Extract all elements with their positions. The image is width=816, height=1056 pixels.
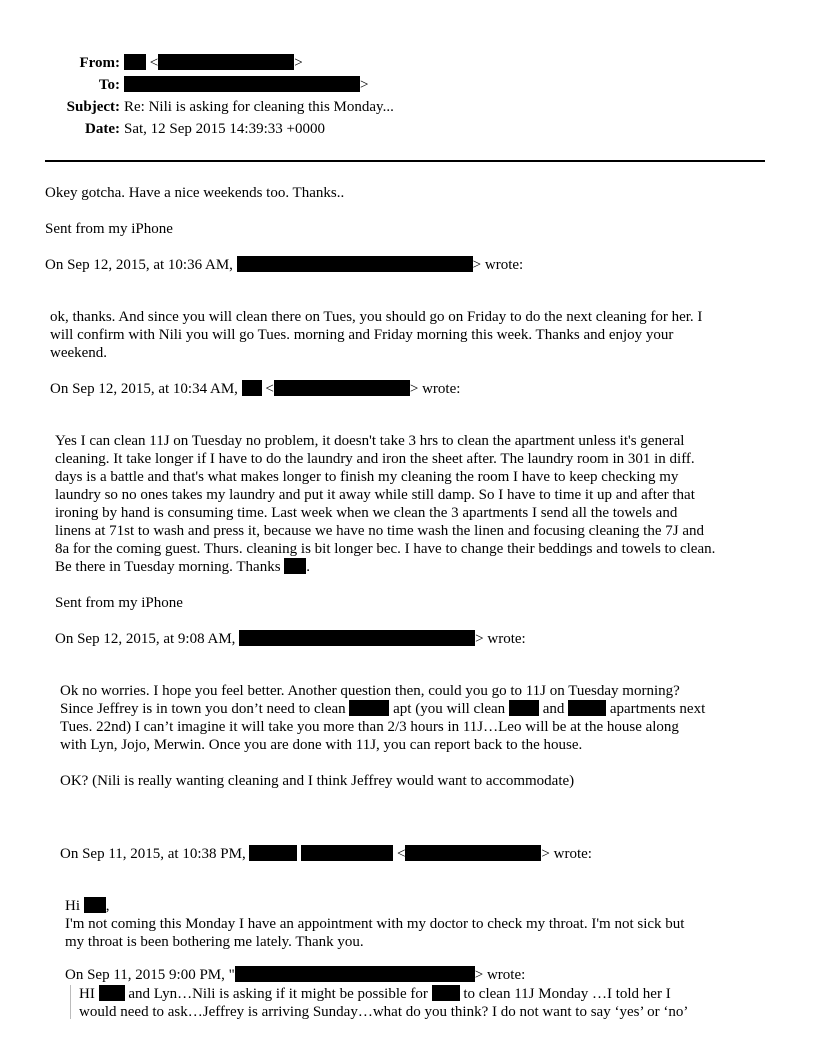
redaction (124, 76, 360, 92)
msg3-line: Yes I can clean 11J on Tuesday no problem, it doesn't take 3 hrs to clean the apartment unless it's general (55, 433, 685, 449)
msg3-line: ironing by hand is consuming time. Last week when we clean the 3 apartments I send all the towels and (55, 505, 678, 521)
redaction (158, 54, 294, 70)
msg4-text: and (542, 701, 565, 717)
redaction (301, 845, 393, 861)
msg3-signature: Sent from my iPhone (55, 595, 183, 611)
redaction (349, 700, 389, 716)
redaction (274, 380, 410, 396)
angle-open: < (149, 55, 159, 71)
msg5-text: , (105, 898, 110, 914)
msg6-text: HI (79, 986, 95, 1002)
redaction (249, 845, 297, 861)
msg3-line: laundry so no ones takes my laundry and put it away while still damp. So I have to time it up and after that (55, 487, 695, 503)
redaction (84, 897, 106, 913)
attr-text: On Sep 12, 2015, at 10:36 AM, (45, 257, 233, 273)
msg3-line: days is a battle and that's what makes longer to finish my cleaning the room I have to keep checking my (55, 469, 679, 485)
angle-close: > (294, 55, 303, 71)
msg3-text: Be there in Tuesday morning. Thanks (55, 559, 281, 575)
msg2-line: weekend. (50, 345, 108, 361)
redaction (239, 630, 475, 646)
from-label: From: (79, 55, 120, 71)
attr-text: > wrote: (475, 631, 526, 647)
msg6-line: would need to ask…Jeffrey is arriving Sunday…what do you think? I do not want to say ‘yes’ or ‘no’ (79, 1004, 689, 1020)
date-label: Date: (85, 121, 120, 137)
redaction (568, 700, 606, 716)
to-value (124, 76, 368, 94)
to-label: To: (98, 77, 120, 93)
msg4-line: Ok no worries. I hope you feel better. Another question then, could you go to 11J on Tuesday morning? (60, 683, 680, 699)
msg6-text: and Lyn…Nili is asking if it might be possible for (128, 986, 428, 1002)
msg6-line (79, 985, 671, 1003)
attr-text: > wrote: (541, 846, 592, 862)
attr-text: On Sep 11, 2015 9:00 PM, " (65, 967, 235, 983)
redaction (235, 966, 475, 982)
redaction (242, 380, 262, 396)
msg4-text: apt (you will clean (393, 701, 506, 717)
msg5-line: I'm not coming this Monday I have an appointment with my doctor to check my throat. I'm not sick but (65, 916, 685, 932)
msg4-line: Tues. 22nd) I can’t imagine it will take you more than 2/3 hours in 11J…Leo will be at the house along (60, 719, 679, 735)
msg3-line: 8a for the coming guest. Thurs. cleaning is bit longer bec. I have to change their beddings and towels to clean. (55, 541, 716, 557)
date-value: Sat, 12 Sep 2015 14:39:33 +0000 (124, 121, 325, 137)
msg1-signature: Sent from my iPhone (45, 221, 173, 237)
subject-value: Re: Nili is asking for cleaning this Monday... (124, 99, 394, 115)
msg5-line: my throat is been bothering me lately. Thank you. (65, 934, 364, 950)
redaction (99, 985, 125, 1001)
from-value (124, 54, 303, 72)
msg4-text: Since Jeffrey is in town you don’t need to clean (60, 701, 346, 717)
redaction (237, 256, 473, 272)
attr-text: > wrote: (474, 967, 526, 983)
redaction (432, 985, 460, 1001)
quote-bar (70, 985, 71, 1019)
msg3-line: linens at 71st to wash and press it, because we have no time wash the linen and focusing cleaning the 7J and (55, 523, 704, 539)
msg2-line: will confirm with Nili you will go Tues. morning and Friday morning this week. Thanks and enjoy your (50, 327, 674, 343)
msg4-text: apartments next (609, 701, 706, 717)
attr-text: < (265, 381, 274, 397)
msg3-text: . (306, 559, 311, 575)
msg5-attribution (65, 966, 525, 984)
msg3-last-line (55, 558, 310, 576)
msg3-line: cleaning. It take longer if I have to do the laundry and iron the sheet after. The laundry room in 301 in diff. (55, 451, 695, 467)
msg4-line: with Lyn, Jojo, Merwin. Once you are done with 11J, you can report back to the house. (60, 737, 583, 753)
header-divider (45, 160, 765, 162)
redaction (509, 700, 539, 716)
attr-text: On Sep 11, 2015, at 10:38 PM, (60, 846, 246, 862)
angle-close: > (360, 77, 369, 93)
subject-label: Subject: (66, 99, 120, 115)
attr-text: On Sep 12, 2015, at 9:08 AM, (55, 631, 236, 647)
msg5-text: Hi (65, 898, 80, 914)
redaction (124, 54, 146, 70)
msg4-line: OK? (Nili is really wanting cleaning and I think Jeffrey would want to accommodate) (60, 773, 575, 789)
msg3-attribution (55, 630, 526, 648)
msg6-text: to clean 11J Monday …I told her I (463, 986, 671, 1002)
attr-text: < (396, 846, 406, 862)
redaction (284, 558, 306, 574)
msg4-line (60, 700, 705, 718)
msg1-attribution (45, 256, 523, 274)
msg1-text: Okey gotcha. Have a nice weekends too. Thanks.. (45, 185, 345, 201)
redaction (405, 845, 541, 861)
msg4-attribution (60, 845, 592, 863)
attr-text: > wrote: (409, 381, 461, 397)
msg5-greeting (65, 897, 110, 915)
msg2-attribution (50, 380, 460, 398)
attr-text: > wrote: (472, 257, 524, 273)
attr-text: On Sep 12, 2015, at 10:34 AM, (50, 381, 238, 397)
msg2-line: ok, thanks. And since you will clean there on Tues, you should go on Friday to do the next cleaning for her. I (50, 309, 703, 325)
